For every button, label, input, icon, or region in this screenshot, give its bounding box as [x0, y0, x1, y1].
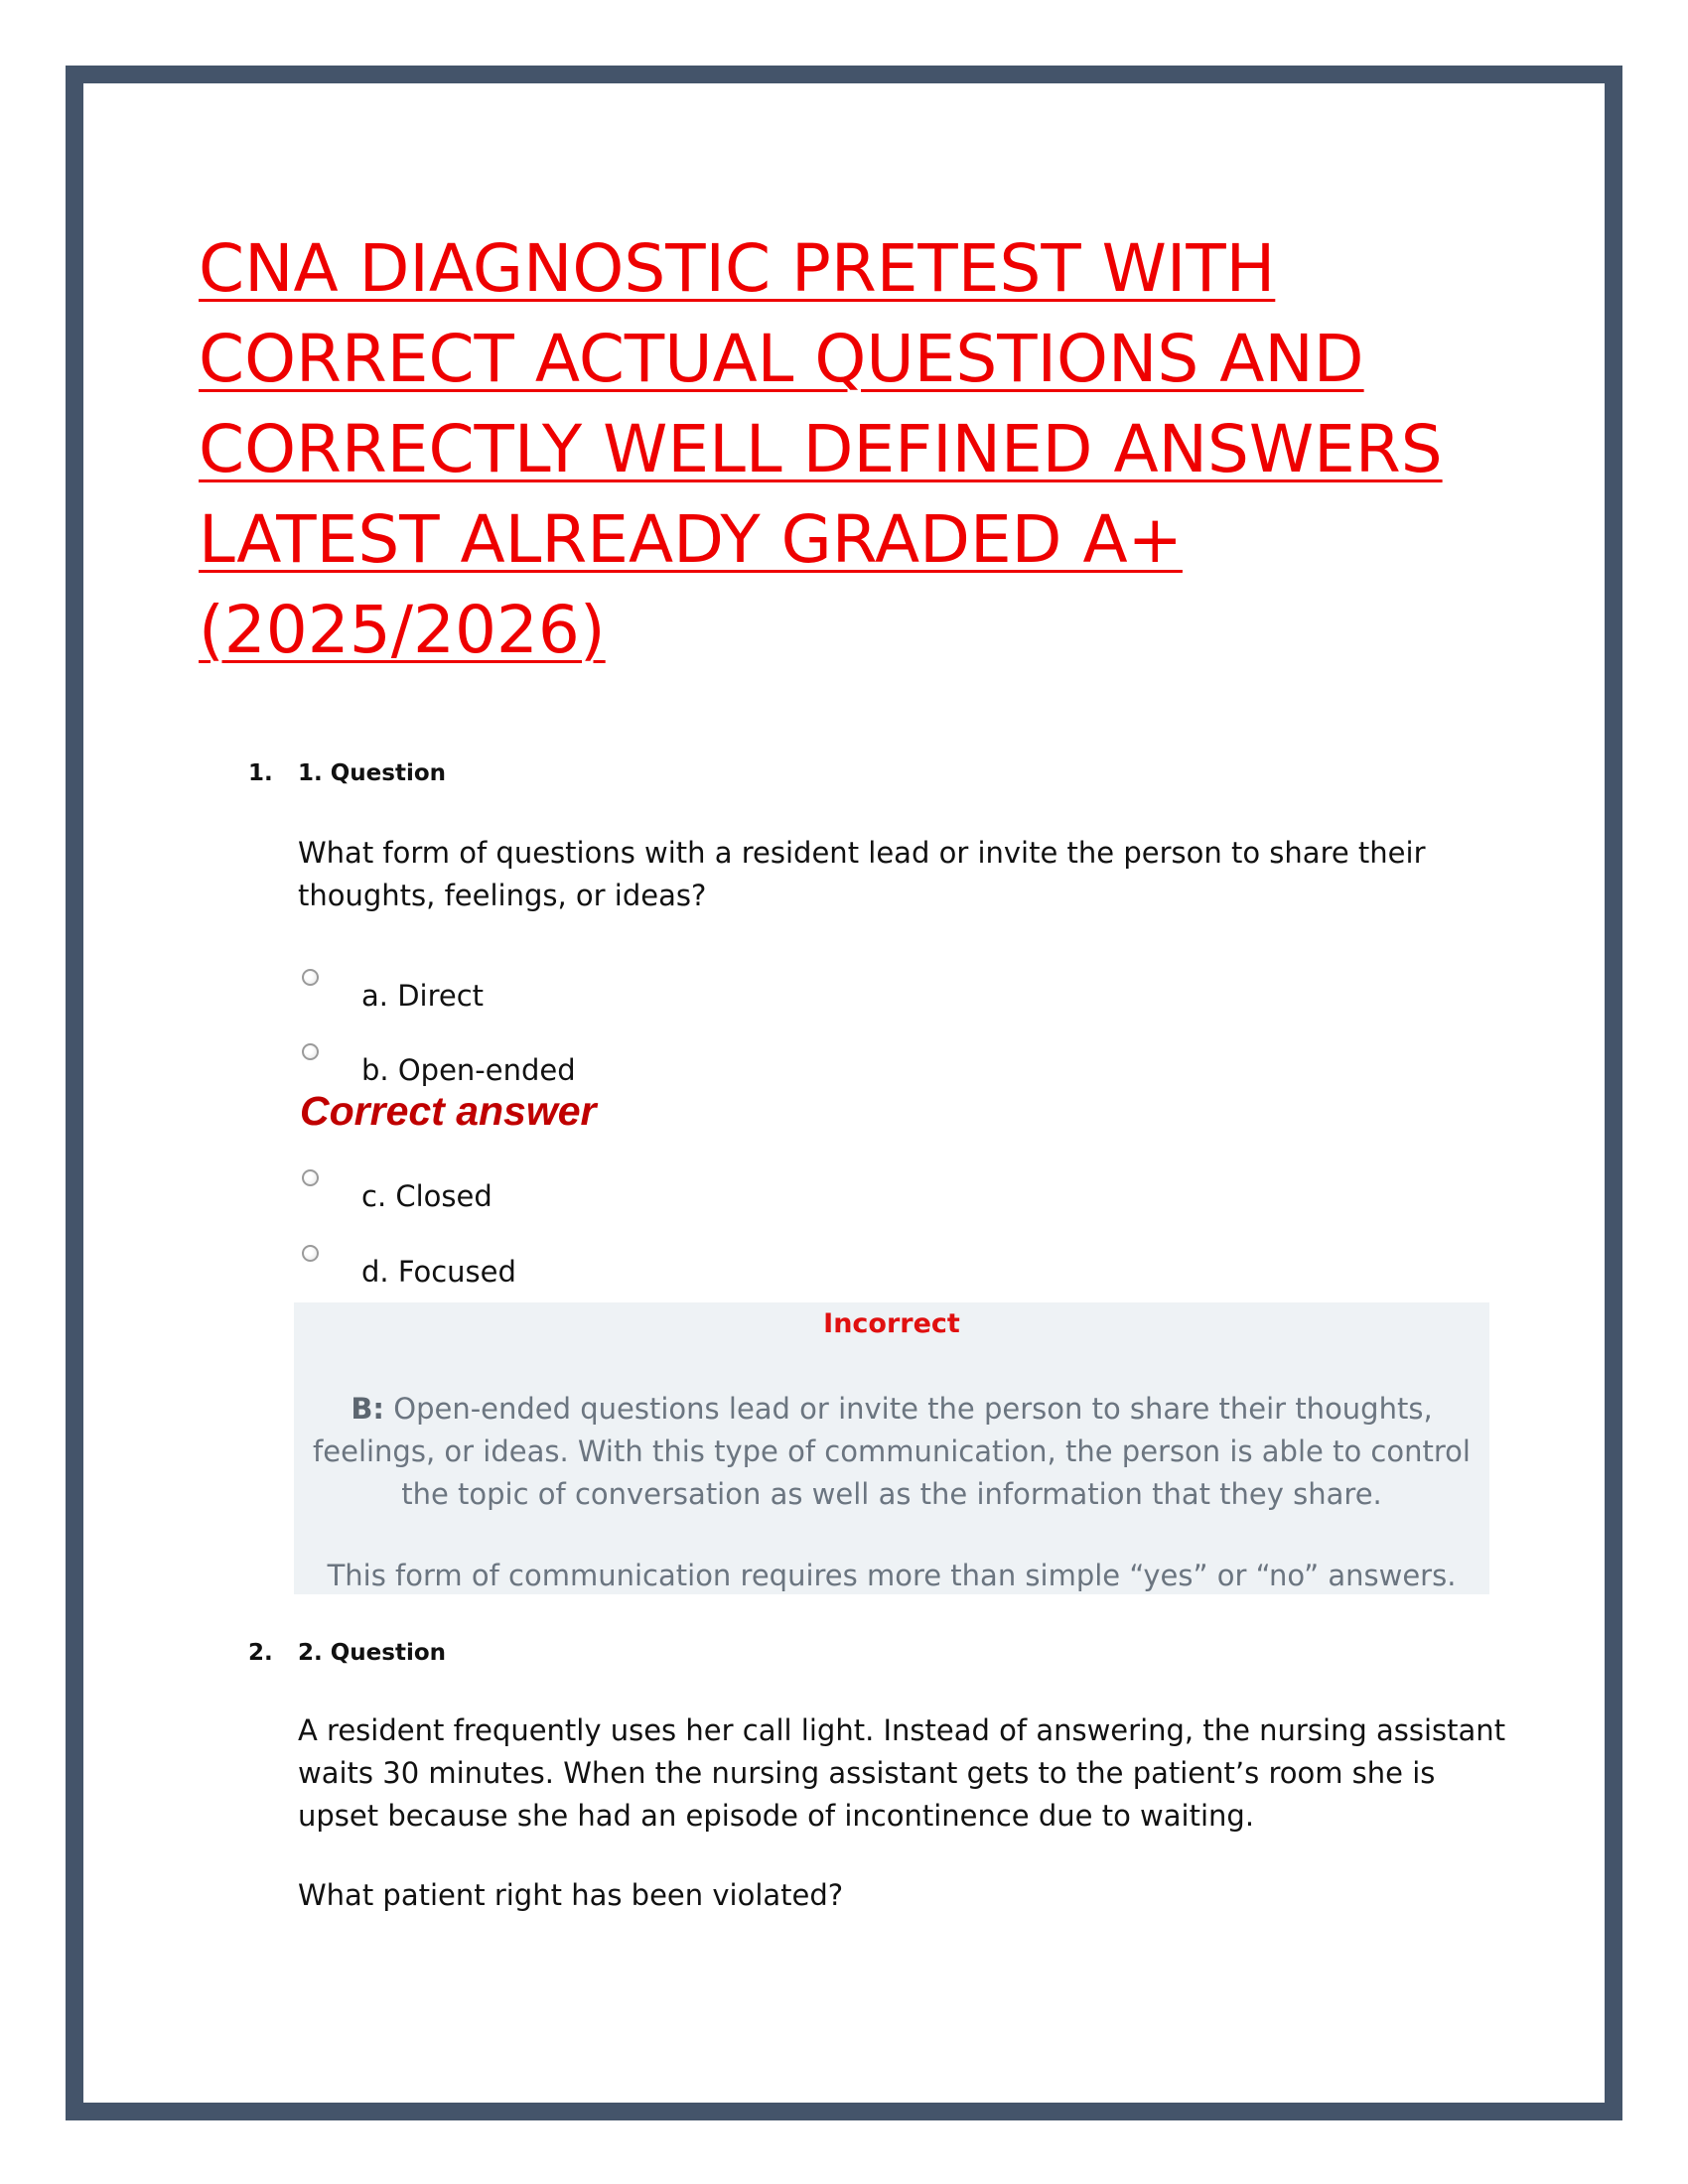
option-a[interactable] [298, 969, 894, 1013]
radio-button-icon[interactable] [302, 969, 319, 986]
feedback-explanation-text: Open-ended questions lead or invite the person to share their thoughts, feelings, or ideas. With this type of communication, the person is able to control the topic of conversation as well as the information that they share. [313, 1392, 1471, 1511]
option-c-label: c. Closed [361, 1179, 492, 1213]
option-d[interactable] [298, 1245, 894, 1289]
question-1-label: 1. Question [298, 760, 447, 786]
question-2-number: 2. [248, 1640, 273, 1666]
feedback-note: This form of communication requires more than simple “yes” or “no” answers. [327, 1559, 1457, 1592]
feedback-explanation [294, 1388, 1489, 1516]
question-2-header [0, 1640, 1688, 1670]
option-b[interactable] [298, 1043, 894, 1087]
question-1-text: What form of questions with a resident lead or invite the person to share their thoughts, feelings, or ideas? [298, 836, 1426, 912]
radio-button-icon[interactable] [302, 1043, 319, 1060]
radio-button-icon[interactable] [302, 1169, 319, 1186]
question-2-text: A resident frequently uses her call light. Instead of answering, the nursing assistant waits 30 minutes. When the nursing assistant gets to the patient’s room she is upset because she had an episode of incontinence due to waiting. [298, 1713, 1506, 1833]
question-1-header [0, 760, 1688, 790]
radio-button-icon[interactable] [302, 1245, 319, 1262]
option-a-label: a. Direct [361, 979, 485, 1013]
correct-answer-marker: Correct answer [300, 1088, 597, 1134]
feedback-answer-letter: B: [351, 1392, 385, 1426]
document-title: CNA DIAGNOSTIC PRETEST WITH CORRECT ACTUAL QUESTIONS AND CORRECTLY WELL DEFINED ANSWERS LATEST ALREADY GRADED A+ (2025/2026) [199, 230, 1443, 668]
question-1-number: 1. [248, 760, 273, 786]
feedback-panel [294, 1302, 1489, 1594]
option-b-label: b. Open-ended [361, 1053, 576, 1087]
question-2-prompt: What patient right has been violated? [298, 1878, 844, 1912]
option-c[interactable] [298, 1169, 894, 1213]
question-2-label: 2. Question [298, 1640, 447, 1666]
option-d-label: d. Focused [361, 1255, 516, 1289]
feedback-status: Incorrect [823, 1308, 960, 1339]
